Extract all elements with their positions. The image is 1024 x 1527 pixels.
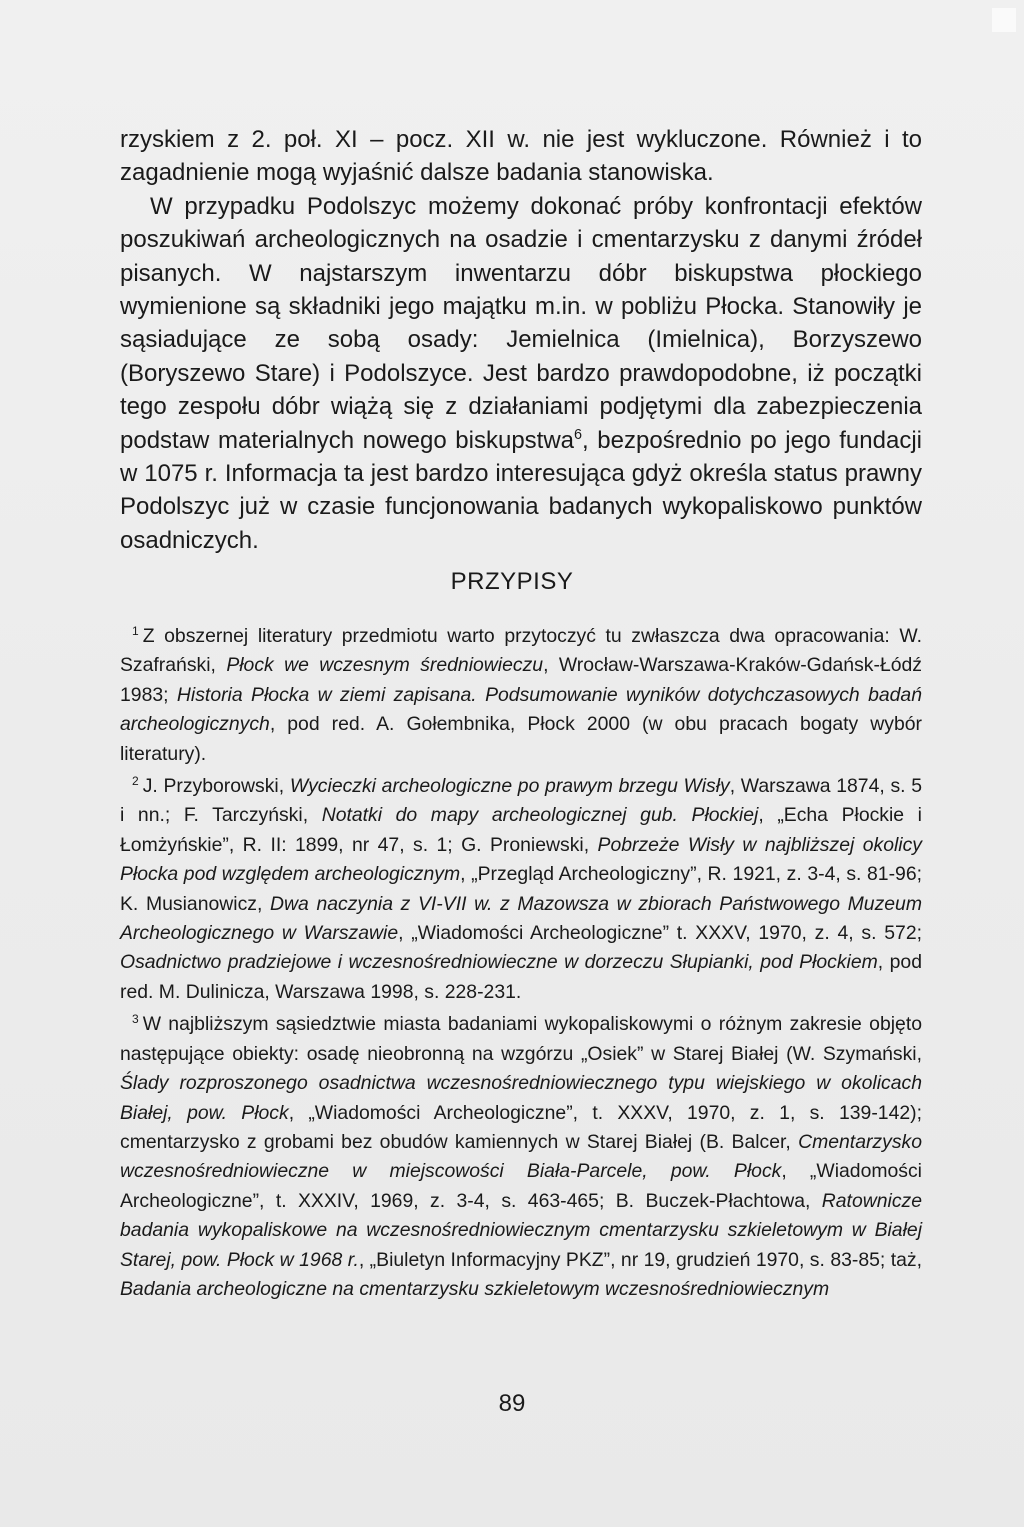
main-text (120, 123, 922, 557)
footnotes-list (120, 622, 922, 1304)
footnote-2: $^2$ J. Przyborowski, Wycieczki archeologiczne po prawym brzegu Wisły, Warszawa 1874, s. 5 i nn.; F. Tarczyński, Notatki do mapy archeologicznej gub. Płockiej, „Echa Płockie i Łomżyńskie”, R. II: 1899, nr 47, s. 1; G. Proniewski, Pobrzeże Wisły w najbliższej okolicy Płocka pod względem archeologicznym, „Przegląd Archeologiczny”, R. 1921, z. 3-4, s. 81-96; K. Musianowicz, Dwa naczynia z VI-VII w. z Mazowsza w zbiorach Państwowego Muzeum Archeologicznego w Warszawie, „Wiadomości Archeologiczne” t. XXXV, 1970, z. 4, s. 572; Osadnictwo pradziejowe i wczesnośredniowieczne w dorzeczu Słupianki, pod Płockiem, pod red. M. Dulinicza, Warszawa 1998, s. 228-231. (120, 773, 922, 1003)
footnote-number: 3 (132, 1011, 139, 1026)
paragraph-podolszyce: W przypadku Podolszyc możemy dokonać próby konfrontacji efektów poszukiwań archeologicznych na osadzie i cmentarzysku z danymi źródeł pisanych. W najstarszym inwentarzu dóbr biskupstwa płockiego wymienione są składniki jego majątku m.in. w pobliżu Płocka. Stanowiły je sąsiadujące ze sobą osady: Jemielnica (Imielnica), Borzyszewo (Boryszewo Stare) i Podolszyce. Jest bardzo prawdopodobne, iż początki tego zespołu dóbr wiążą się z działaniami podjętymi dla zabezpieczenia podstaw materialnych nowego biskupstwa$^6$, bezpośrednio po jego fundacji w 1075 r. Informacja ta jest bardzo interesująca gdyż określa status prawny Podolszyc już w czasie funcjonowania badanych wykopaliskowo punktów osadniczych. (120, 192, 922, 554)
footnote-reference: 6 (574, 426, 583, 443)
page-number: 89 (498, 1390, 526, 1417)
footnote-1: $^1$ Z obszernej literatury przedmiotu warto przytoczyć tu zwłaszcza dwa opracowania: W. Szafrański, Płock we wczesnym średniowieczu, Wrocław-Warszawa-Kraków-Gdańsk-Łódź 1983; Historia Płocka w ziemi zapisana. Podsumowanie wyników dotychczasowych badań archeologicznych, pod red. A. Gołembnika, Płock 2000 (w obu pracach bogaty wybór literatury). (120, 623, 922, 765)
scan-corner-mark (992, 8, 1016, 32)
footnotes-heading: PRZYPISY (450, 568, 574, 595)
footnote-number: 1 (132, 623, 139, 638)
footnote-3: $^3$ W najbliższym sąsiedztwie miasta badaniami wykopaliskowymi o różnym zakresie objęto następujące obiekty: osadę nieobronną na wzgórzu „Osiek” w Starej Białej (W. Szymański, Ślady rozproszonego osadnictwa wczesnośredniowiecznego typu wiejskiego w okolicach Białej, pow. Płock, „Wiadomości Archeologiczne”, t. XXXV, 1970, z. 1, s. 139-142); cmentarzysko z grobami bez obudów kamiennych w Starej Białej (B. Balcer, Cmentarzysko wczesnośredniowieczne w miejscowości Biała-Parcele, pow. Płock, „Wiadomości Archeologiczne”, t. XXXIV, 1969, z. 3-4, s. 463-465; B. Buczek-Płachtowa, Ratownicze badania wykopaliskowe na wczesnośredniowiecznym cmentarzysku szkieletowym w Białej Starej, pow. Płock w 1968 r., „Biuletyn Informacyjny PKZ”, nr 19, grudzień 1970, s. 83-85; taż, Badania archeologiczne na cmentarzysku szkieletowym wczesnośredniowiecznym (120, 1011, 922, 1300)
paragraph-continuation: rzyskiem z 2. poł. XI – pocz. XII w. nie jest wykluczone. Również i to zagadnienie mogą wyjaśnić dalsze badania stanowiska. (120, 126, 922, 187)
footnote-number: 2 (132, 773, 139, 788)
